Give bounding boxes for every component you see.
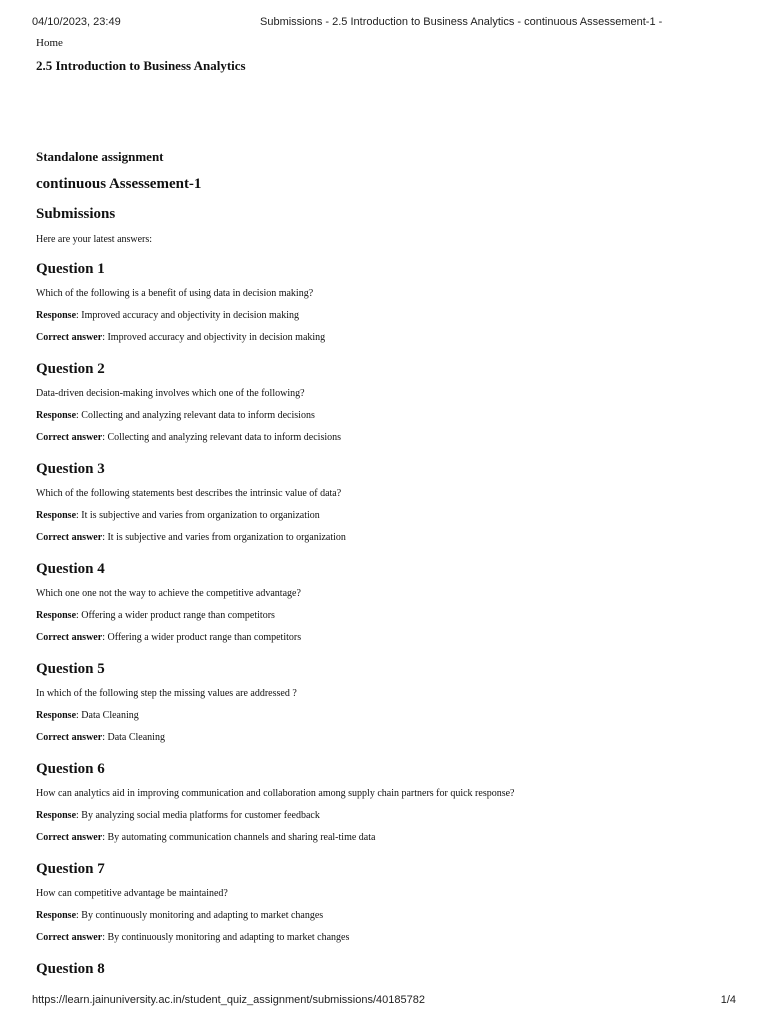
- correct-answer-label: Correct answer: [36, 332, 103, 343]
- print-date: 04/10/2023, 23:49: [32, 16, 121, 28]
- question-block: [36, 560, 736, 644]
- correct-answer-label: Correct answer: [36, 532, 103, 543]
- response-value: : Offering a wider product range than competitors: [76, 610, 275, 621]
- question-block: [36, 660, 736, 744]
- question-title: Question 7: [36, 861, 105, 877]
- response-value: : By continuously monitoring and adapting to market changes: [76, 910, 324, 921]
- print-header: [32, 16, 736, 32]
- response-line: [36, 910, 736, 922]
- response-line: [36, 510, 736, 522]
- intro-text: Here are your latest answers:: [36, 234, 153, 245]
- question-title: Question 2: [36, 361, 105, 377]
- question-block: [36, 460, 736, 544]
- response-value: : Data Cleaning: [76, 710, 139, 721]
- response-label: Response: [36, 710, 77, 721]
- response-label: Response: [36, 510, 77, 521]
- question-block: [36, 760, 736, 844]
- response-label: Response: [36, 410, 77, 421]
- question-title: Question 6: [36, 761, 105, 777]
- correct-answer-value: : It is subjective and varies from organization to organization: [102, 532, 346, 543]
- correct-answer-value: : Data Cleaning: [102, 732, 165, 743]
- response-line: [36, 610, 736, 622]
- question-block: [36, 260, 736, 344]
- response-value: : It is subjective and varies from organization to organization: [76, 510, 320, 521]
- correct-answer-value: : By automating communication channels and sharing real-time data: [102, 832, 376, 843]
- print-url: https://learn.jainuniversity.ac.in/student_quiz_assignment/submissions/40185782: [32, 994, 425, 1006]
- question-block: [36, 360, 736, 444]
- correct-answer-line: [36, 332, 736, 344]
- question-text: Which of the following is a benefit of using data in decision making?: [36, 288, 314, 299]
- question-title: Question 4: [36, 561, 105, 577]
- correct-answer-label: Correct answer: [36, 632, 103, 643]
- assignment-type: Standalone assignment: [36, 149, 164, 164]
- response-line: [36, 710, 736, 722]
- question-text: How can analytics aid in improving communication and collaboration among supply chain partners for quick response?: [36, 788, 515, 799]
- breadcrumb-home-link[interactable]: Home: [36, 37, 63, 49]
- response-value: : Collecting and analyzing relevant data to inform decisions: [76, 410, 315, 421]
- correct-answer-line: [36, 932, 736, 944]
- response-line: [36, 410, 736, 422]
- correct-answer-value: : By continuously monitoring and adapting to market changes: [102, 932, 350, 943]
- page-number: 1/4: [720, 994, 736, 1006]
- correct-answer-label: Correct answer: [36, 932, 103, 943]
- response-label: Response: [36, 910, 77, 921]
- correct-answer-line: [36, 732, 736, 744]
- assignment-name: continuous Assessement-1: [36, 176, 202, 192]
- question-text: Which of the following statements best describes the intrinsic value of data?: [36, 488, 342, 499]
- correct-answer-value: : Improved accuracy and objectivity in decision making: [102, 332, 326, 343]
- question-block: [36, 960, 736, 978]
- correct-answer-line: [36, 632, 736, 644]
- course-title: 2.5 Introduction to Business Analytics: [36, 58, 246, 73]
- response-line: [36, 310, 736, 322]
- correct-answer-label: Correct answer: [36, 832, 103, 843]
- question-title: Question 5: [36, 661, 105, 677]
- question-title: Question 1: [36, 261, 105, 277]
- response-label: Response: [36, 610, 77, 621]
- correct-answer-line: [36, 432, 736, 444]
- print-footer: [32, 994, 736, 1010]
- question-text: Which one one not the way to achieve the competitive advantage?: [36, 588, 301, 599]
- response-value: : By analyzing social media platforms for customer feedback: [76, 810, 320, 821]
- response-label: Response: [36, 810, 77, 821]
- submissions-heading: Submissions: [36, 206, 116, 222]
- correct-answer-label: Correct answer: [36, 732, 103, 743]
- correct-answer-value: : Offering a wider product range than competitors: [102, 632, 302, 643]
- question-title: Question 8: [36, 961, 105, 977]
- question-text: In which of the following step the missing values are addressed ?: [36, 688, 297, 699]
- question-title: Question 3: [36, 461, 105, 477]
- correct-answer-line: [36, 532, 736, 544]
- response-label: Response: [36, 310, 77, 321]
- question-text: How can competitive advantage be maintained?: [36, 888, 228, 899]
- correct-answer-value: : Collecting and analyzing relevant data to inform decisions: [102, 432, 342, 443]
- page-content: [36, 37, 736, 978]
- question-block: [36, 860, 736, 944]
- correct-answer-label: Correct answer: [36, 432, 103, 443]
- print-page-title: Submissions - 2.5 Introduction to Business Analytics - continuous Assessement-1 -: [260, 16, 663, 28]
- question-text: Data-driven decision-making involves which one of the following?: [36, 388, 305, 399]
- correct-answer-line: [36, 832, 736, 844]
- response-value: : Improved accuracy and objectivity in decision making: [76, 310, 299, 321]
- response-line: [36, 810, 736, 822]
